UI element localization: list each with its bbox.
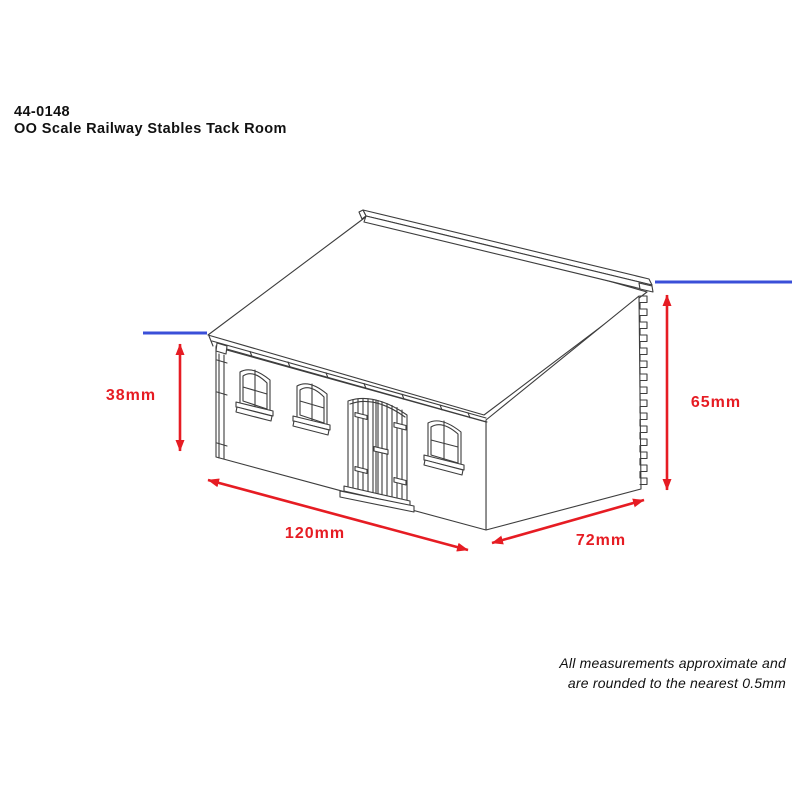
- disclaimer-line-1: All measurements approximate and: [559, 655, 786, 671]
- product-code: 44-0148: [14, 104, 71, 120]
- dimension-label-depth: 72mm: [575, 532, 627, 549]
- building-illustration: [208, 210, 653, 530]
- product-title: OO Scale Railway Stables Tack Room: [14, 121, 287, 137]
- window-middle: [293, 384, 330, 435]
- dimension-label-ridge-height: 65mm: [690, 394, 742, 411]
- dimension-label-width: 120mm: [284, 525, 346, 542]
- title-block: [14, 104, 287, 138]
- window-left: [236, 370, 273, 421]
- measurement-disclaimer: [559, 653, 786, 693]
- dimension-label-eaves-height: 38mm: [105, 387, 157, 404]
- disclaimer-line-2: are rounded to the nearest 0.5mm: [567, 675, 786, 691]
- stable-door: [348, 398, 407, 503]
